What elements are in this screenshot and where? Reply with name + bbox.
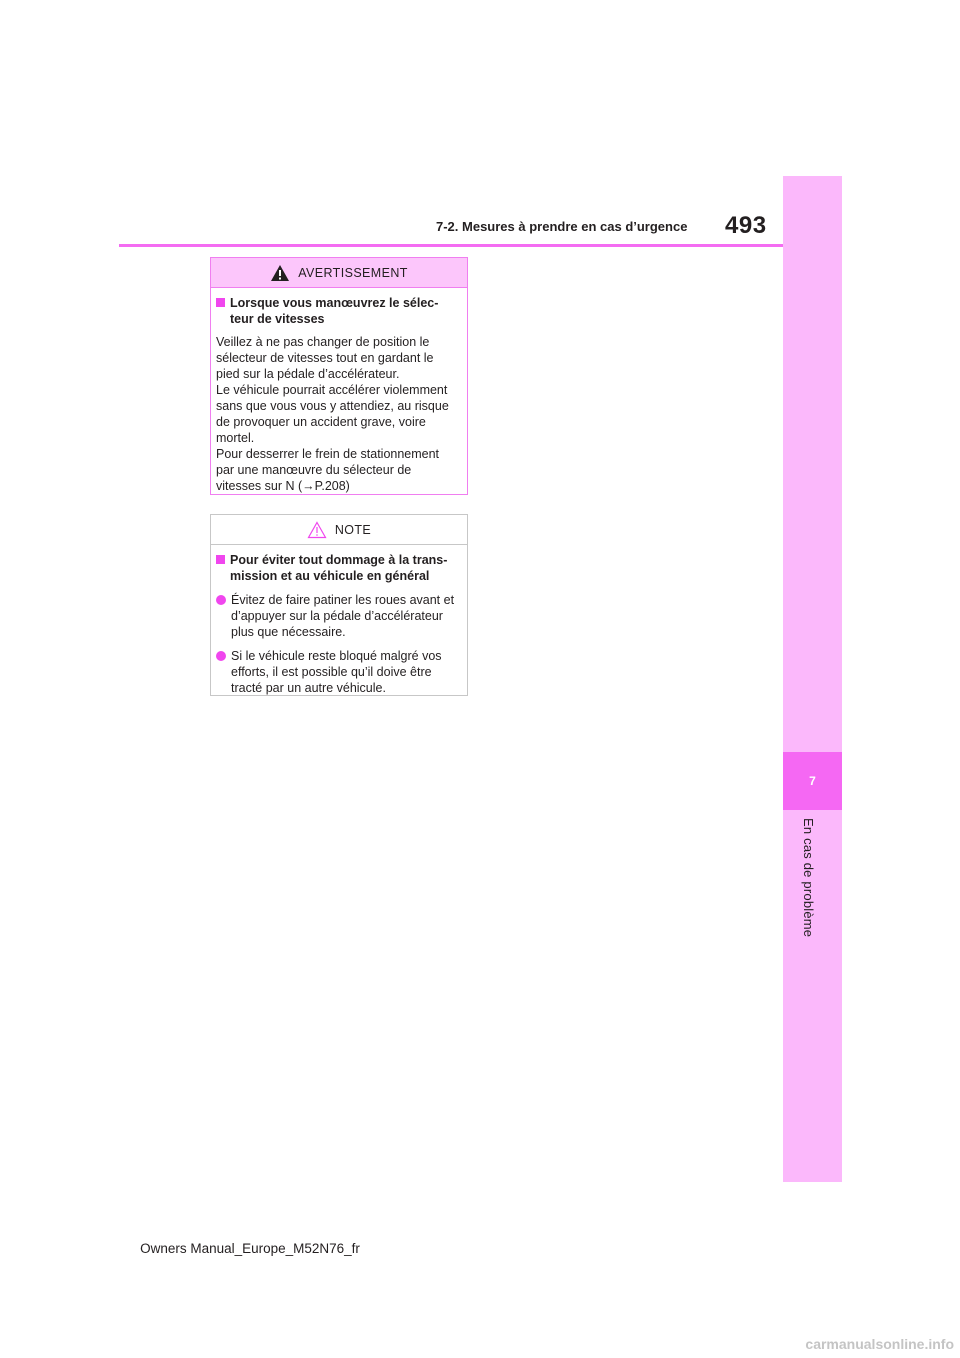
warning-line: mortel. <box>216 431 255 445</box>
list-item-line: Évitez de faire patiner les roues avant et <box>231 593 455 607</box>
round-bullet-icon <box>216 595 226 605</box>
list-item-line: plus que nécessaire. <box>231 625 346 639</box>
note-box <box>210 514 468 696</box>
caution-triangle-icon <box>307 521 327 539</box>
warning-header <box>211 258 467 288</box>
list-item-line: d’appuyer sur la pédale d’accélérateur <box>231 609 443 623</box>
list-item-line: efforts, il est possible qu’il doive être <box>231 665 432 679</box>
chapter-side-tab <box>783 176 842 1182</box>
note-heading-line: Pour éviter tout dommage à la trans- <box>230 553 448 567</box>
watermark: carmanualsonline.info <box>805 1336 954 1352</box>
note-heading <box>216 552 461 584</box>
warning-line: sélecteur de vitesses tout en gardant le <box>216 351 434 365</box>
warning-line: pied sur la pédale d’accélérateur. <box>216 367 400 381</box>
note-header <box>211 515 467 545</box>
note-body <box>211 545 467 696</box>
chapter-title: En cas de problème <box>801 818 816 938</box>
warning-line: par une manœuvre du sélecteur de <box>216 463 412 477</box>
list-item-line: Si le véhicule reste bloqué malgré vos <box>231 649 442 663</box>
warning-text <box>216 334 461 494</box>
warning-line: vitesses sur N (→P.208) <box>216 479 350 493</box>
list-item <box>216 592 461 640</box>
chapter-number: 7 <box>783 752 842 810</box>
warning-line: Pour desserrer le frein de stationnement <box>216 447 440 461</box>
square-bullet-icon <box>216 555 225 564</box>
warning-line: Le véhicule pourrait accélérer violemment <box>216 383 448 397</box>
note-title: NOTE <box>334 522 372 537</box>
warning-line: Veillez à ne pas changer de position le <box>216 335 430 349</box>
square-bullet-icon <box>216 298 225 307</box>
warning-line: de provoquer un accident grave, voire <box>216 415 426 429</box>
list-item-line: tracté par un autre véhicule. <box>231 681 386 695</box>
list-item <box>216 648 461 696</box>
round-bullet-icon <box>216 651 226 661</box>
warning-heading <box>216 295 461 327</box>
warning-triangle-icon <box>270 264 290 282</box>
warning-line: sans que vous vous y attendiez, au risque <box>216 399 449 413</box>
warning-heading-line: Lorsque vous manœuvrez le sélec- <box>230 296 439 310</box>
section-title: 7-2. Mesures à prendre en cas d’urgence <box>436 219 688 234</box>
warning-heading-line: teur de vitesses <box>230 312 325 326</box>
note-heading-line: mission et au véhicule en général <box>230 569 430 583</box>
header-rule <box>119 244 783 247</box>
warning-box <box>210 257 468 495</box>
warning-title: AVERTISSEMENT <box>298 265 408 280</box>
footer-text: Owners Manual_Europe_M52N76_fr <box>140 1241 360 1256</box>
warning-body <box>211 288 467 494</box>
page-number: 493 <box>725 212 767 239</box>
